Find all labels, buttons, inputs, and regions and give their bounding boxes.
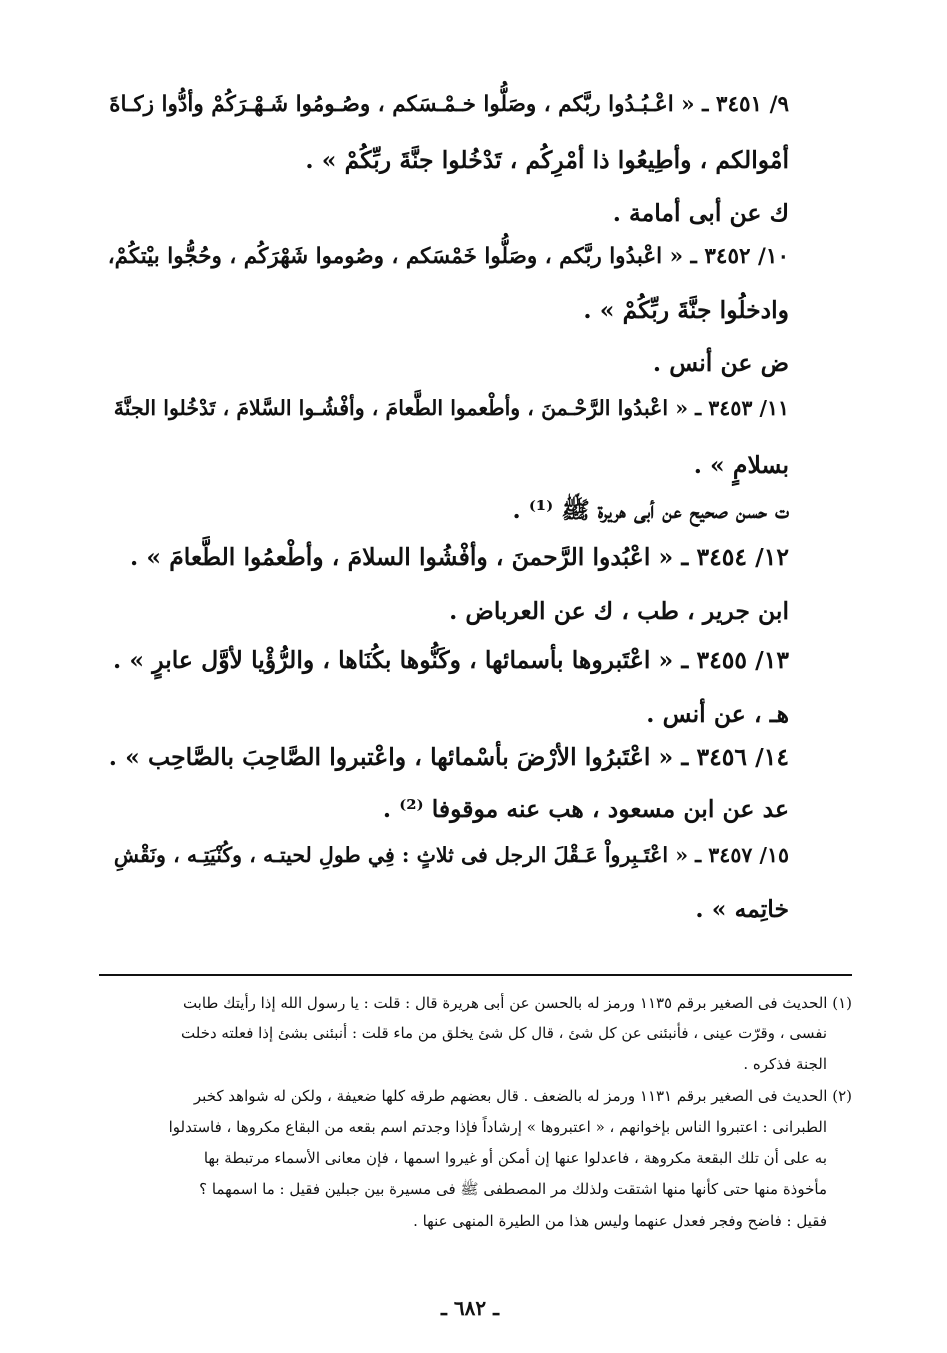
source-line: ت حسن صحيح عن أبى هريرة ﷺ ⁽¹⁾ .	[512, 496, 789, 524]
footnote-2-line-1: (٢) الحديث فى الصغير برقم ١١٣١ ورمز له بالضعف . قال بعضهم طرقه كلها ضعيفة ، ولكن له شواهد كخبر	[193, 1087, 852, 1105]
hadith-3453-line-1: ١١/ ٣٤٥٣ ـ « اعْبدُوا الرَّحْـمنَ ، وأطْعموا الطَّعامَ ، وأفْشُـوا السَّلامَ ، تَدْخُلوا الجنَّةَ	[113, 396, 789, 420]
hadith-3457-line-2: خاتِمه » .	[695, 895, 789, 923]
footnote-2-line-5: فقيل : فاضح وفجر فعدل عنهما وليس هذا من الطيرة المنهى عنها .	[413, 1212, 827, 1230]
source-line: عد عن ابن مسعود ، هب عنه موقوفا ⁽²⁾ .	[382, 795, 789, 823]
page-number: ـ ٦٨٢ ـ	[441, 1296, 499, 1320]
footnote-1-line-3: الجنة فذكره .	[743, 1055, 827, 1073]
hadith-3452-line-2: وادخلُوا جنَّةَ ربِّكُمْ » .	[583, 296, 789, 324]
source-line: ض عن أنس .	[652, 349, 789, 377]
source-line: ك عن أبى أمامة .	[612, 199, 789, 227]
footnote-2-line-4: مأخوذة منها حتى كأنها منها اشتقت ولذلك مر المصطفى ﷺ فى مسيرة بين جبلين فقيل : ما اسمهما ؟	[199, 1180, 827, 1198]
hadith-3451-line-2: أمْوالكم ، وأطِيعُوا ذا أمْرِكُم ، تَدْخُلوا جنَّةَ ربِّكُمْ » .	[305, 146, 789, 174]
hadith-3453-line-2: بسلامٍ » .	[693, 451, 789, 479]
source-line: هـ ، عن أنس .	[646, 700, 789, 728]
hadith-3451-line-1: ٩/ ٣٤٥١ ـ « اعْـبُـدُوا ربَّكم ، وصَلُّوا خـمْـسَكم ، وصُـومُوا شَـهْـرَكُمْ وأدُّوا زكـاةَ	[109, 92, 789, 117]
footnote-1-line-2: نفسى ، وقرّت عينى ، فأنبئنى عن كل شئ ، قال كل شئ يخلق من ماء قلت : أنبئنى بشئ إذا فعلته دخلت	[181, 1024, 827, 1042]
source-line: ابن جرير ، طب ، ك عن العرباض .	[449, 597, 789, 625]
hadith-3455-line-1: ١٣/ ٣٤٥٥ ـ « اعْتَبروها بأسمائها ، وكَنُّوها بكُنَاها ، والرُّؤْيا لأوَّل عابرٍ » .	[113, 646, 789, 674]
footnote-2-line-2: الطبرانى : اعتبروا الناس بإخوانهم ، « اعتبروها » إرشاداً فإذا وجدتم اسم بقعه من البقاع مكروها ، فاستدلوا	[168, 1118, 827, 1136]
hadith-3452-line-1: ١٠/ ٣٤٥٢ ـ « اعْبدُوا ربَّكم ، وصَلُّوا خَمْسَكم ، وصُوموا شَهْرَكُم ، وحُجُّوا بيْتكُمْ،	[107, 244, 789, 269]
hadith-3457-line-1: ١٥/ ٣٤٥٧ ـ « اعْتَـبِرواْ عَـقْلَ الرجل فى ثلاثٍ : فِي طولِ لحيتـه ، وكُنْيَتِـه ، ونَقْشِ	[113, 843, 789, 867]
footnote-2-line-3: به على أن تلك البقعة مكروهة ، فاعدلوا عنها إن أمكن أو غيروا اسمها ، فإن معانى الأسماء مرتبطة بها	[203, 1149, 827, 1167]
hadith-3456-line-1: ١٤/ ٣٤٥٦ ـ « اعْتَبرُوا الأرْضَ بأسْمائها ، واعْتبروا الصَّاحِبَ بالصَّاحِب » .	[108, 743, 789, 771]
footnote-divider	[99, 974, 852, 976]
hadith-3454-line-1: ١٢/ ٣٤٥٤ ـ « اعْبُدوا الرَّحمنَ ، وأفْشُوا السلامَ ، وأطْعمُوا الطَّعامَ » .	[130, 543, 789, 571]
footnote-1-line-1: (١) الحديث فى الصغير برقم ١١٣٥ ورمز له بالحسن عن أبى هريرة قال : قلت : يا رسول الله إذا رأيتك طابت	[182, 994, 852, 1012]
